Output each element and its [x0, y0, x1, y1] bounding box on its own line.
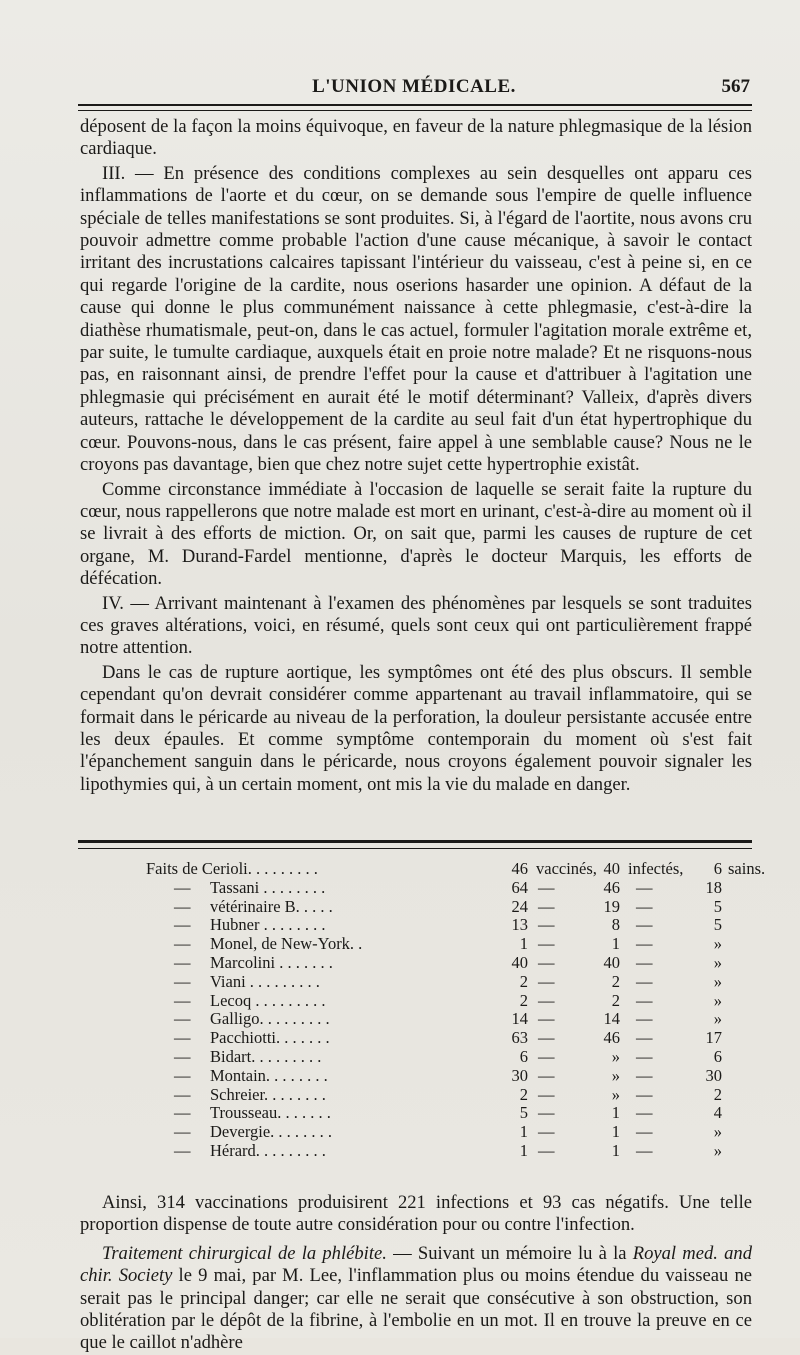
sains-count: 2 [713, 1084, 722, 1104]
vaccines-count: 13 [511, 915, 528, 935]
table-row [80, 898, 752, 917]
infectes-count: 40 [603, 859, 620, 878]
row-name: Schreier. . . . . . . . [210, 1084, 326, 1104]
paragraph: IV. — Arrivant maintenant à l'examen des phénomènes par lesquels se sont traduites ces graves altérations, voici, en résumé, quels sont ceux qui ont particulièrement frappé notre attention. [80, 592, 752, 659]
ditto-dash: — [538, 915, 555, 935]
vaccination-stats-table [80, 859, 766, 1161]
society-name: Royal med. and chir. Society [80, 1242, 753, 1287]
sains-count: 6 [713, 1046, 722, 1066]
sains-count: » [713, 934, 722, 954]
sains-count: » [713, 1122, 722, 1142]
sains-count: » [713, 1009, 722, 1029]
phlebite-text-b: le 9 mai, par M. Lee, l'inflammation plus ou moins étendue du vaisseau ne serait pas le principal danger; car elle ne serait que consécutive à son obstruction, son oblitération par le dépôt de la fibrine, à l'embolie en un mot. Il en trouve la preuve en ce que le caillot n'adhère [80, 1265, 752, 1354]
infectes-count: 46 [603, 1028, 620, 1048]
table-row [80, 1067, 752, 1086]
infectes-count: » [611, 1084, 620, 1104]
body-text [80, 116, 752, 796]
ditto-dash: — [174, 934, 191, 954]
ditto-dash: — [636, 877, 653, 897]
ditto-dash: — [636, 1140, 653, 1160]
ditto-dash: — [538, 934, 555, 954]
table-row [80, 1086, 752, 1105]
phlebite-title: Traitement chirurgical de la phlébite. [102, 1242, 387, 1264]
infectes-count: 46 [603, 877, 620, 897]
table-rule [78, 840, 752, 843]
ditto-dash: — [174, 1103, 191, 1123]
header-rule-thin [78, 110, 752, 111]
ditto-dash: — [174, 990, 191, 1010]
table-row [80, 992, 752, 1011]
running-header [78, 74, 750, 102]
vaccines-count: 14 [511, 1009, 528, 1029]
vaccines-count: 2 [519, 1084, 528, 1104]
table-row [80, 879, 752, 898]
sains-count: 18 [705, 877, 722, 897]
phlebite-paragraph [80, 1243, 752, 1355]
ditto-dash: — [636, 1009, 653, 1029]
ditto-dash: — [636, 915, 653, 935]
ditto-dash: — [636, 1065, 653, 1085]
ditto-dash: — [538, 990, 555, 1010]
vaccines-count: 1 [519, 1140, 528, 1160]
row-name: Hubner . . . . . . . . [210, 915, 326, 935]
row-name: Marcolini . . . . . . . [210, 952, 333, 972]
row-name: Trousseau. . . . . . . [210, 1103, 331, 1123]
table-row [80, 859, 766, 879]
page-number: 567 [721, 76, 750, 97]
ditto-dash: — [538, 1065, 555, 1085]
table-row [80, 1104, 752, 1123]
ditto-dash: — [174, 1122, 191, 1142]
table-rule-thin [78, 848, 752, 849]
ditto-dash: — [538, 896, 555, 916]
sains-count: 5 [713, 915, 722, 935]
table-row [80, 1029, 752, 1048]
infectes-count: 1 [611, 1103, 620, 1123]
ditto-dash: — [636, 896, 653, 916]
ditto-dash: — [538, 1046, 555, 1066]
vaccines-count: 1 [519, 934, 528, 954]
ditto-dash: — [174, 896, 191, 916]
vaccines-label: vaccinés, [536, 859, 597, 878]
row-name: Lecoq . . . . . . . . . [210, 990, 326, 1010]
vaccines-count: 30 [511, 1065, 528, 1085]
ditto-dash: — [174, 1084, 191, 1104]
journal-title: L'UNION MÉDICALE. [312, 76, 516, 97]
row-name: Montain. . . . . . . . [210, 1065, 328, 1085]
vaccines-count: 2 [519, 971, 528, 991]
sains-count: 5 [713, 896, 722, 916]
ditto-dash: — [636, 1103, 653, 1123]
infectes-count: 14 [603, 1009, 620, 1029]
row-name: Hérard. . . . . . . . . [210, 1140, 326, 1160]
ditto-dash: — [538, 1028, 555, 1048]
infectes-count: 1 [611, 1122, 620, 1142]
row-name: Pacchiotti. . . . . . . [210, 1028, 330, 1048]
ditto-dash: — [174, 952, 191, 972]
infectes-count: 2 [611, 971, 620, 991]
table-row [80, 1048, 752, 1067]
ditto-dash: — [538, 971, 555, 991]
infectes-count: 1 [611, 934, 620, 954]
header-rule [78, 104, 752, 106]
table-row [80, 954, 752, 973]
sains-count: » [713, 971, 722, 991]
ditto-dash: — [174, 1028, 191, 1048]
row-name: Bidart. . . . . . . . . [210, 1046, 322, 1066]
ditto-dash: — [636, 934, 653, 954]
infectes-count: » [611, 1046, 620, 1066]
paragraph: Comme circonstance immédiate à l'occasion de laquelle se serait faite la rupture du cœur, nous rappellerons que notre malade est mort en urinant, c'est-à-dire au moment où il se livrait à des efforts de miction. Or, on sait que, parmi les causes de rupture de cet organe, M. Durand-Fardel mentionne, d'après le docteur Marquis, les efforts de défécation. [80, 478, 752, 590]
sains-count: 17 [705, 1028, 722, 1048]
ditto-dash: — [636, 1084, 653, 1104]
row-name: Devergie. . . . . . . . [210, 1122, 333, 1142]
row-name: Monel, de New-York. . [210, 934, 363, 954]
row-name: vétérinaire B. . . . . [210, 896, 333, 916]
sains-count: » [713, 952, 722, 972]
vaccines-count: 40 [511, 952, 528, 972]
table-row [80, 1123, 752, 1142]
table-row [80, 1010, 752, 1029]
ditto-dash: — [174, 971, 191, 991]
row-name: Faits de Cerioli. . . . . . . . . [146, 859, 318, 878]
row-name: Galligo. . . . . . . . . [210, 1009, 330, 1029]
vaccines-count: 46 [511, 859, 528, 878]
ditto-dash: — [636, 971, 653, 991]
sains-count: 6 [713, 859, 722, 878]
table-row [80, 916, 752, 935]
table-row [80, 973, 752, 992]
row-name: Viani . . . . . . . . . [210, 971, 320, 991]
ditto-dash: — [636, 1122, 653, 1142]
ditto-dash: — [636, 1046, 653, 1066]
ditto-dash: — [174, 1009, 191, 1029]
ditto-dash: — [538, 1103, 555, 1123]
infectes-count: 40 [603, 952, 620, 972]
infectes-count: 1 [611, 1140, 620, 1160]
ditto-dash: — [538, 952, 555, 972]
phlebite-text-a: — Suivant un mémoire lu à la [386, 1242, 633, 1264]
table-row [80, 935, 752, 954]
sains-count: 30 [705, 1065, 722, 1085]
summary-paragraph: Ainsi, 314 vaccinations produisirent 221 infections et 93 cas négatifs. Une telle proportion dispense de toute autre considération pour ou contre l'infection. [80, 1192, 752, 1236]
ditto-dash: — [174, 1065, 191, 1085]
infectes-count: 19 [603, 896, 620, 916]
ditto-dash: — [538, 1009, 555, 1029]
infectes-label: infectés, [628, 859, 684, 878]
sains-count: » [713, 1140, 722, 1160]
ditto-dash: — [174, 1140, 191, 1160]
ditto-dash: — [174, 877, 191, 897]
paragraph: déposent de la façon la moins équivoque, en faveur de la nature phlegmasique de la lésion cardiaque. [80, 116, 752, 160]
ditto-dash: — [538, 1140, 555, 1160]
ditto-dash: — [538, 1122, 555, 1142]
sains-count: 4 [713, 1103, 722, 1123]
paragraph: III. — En présence des conditions complexes au sein desquelles ont apparu ces inflammations de l'aorte et du cœur, on se demande sous l'empire de quelle influence spéciale de telles manifestations se sont produites. Si, à l'égard de l'aortite, nous avons cru pouvoir admettre comme probable l'action d'une cause mécanique, à savoir le contact irritant des incrustations calcaires tapissant l'intérieur du vaisseau, c'est à peine si, en ce qui regarde l'origine de la cardite, nous oserions hasarder une opinion. A défaut de la cause qui donne le plus communément naissance à cette phlegmasie, c'est-à-dire la diathèse rhumatismale, peut-on, dans le cas actuel, formuler l'agitation morale extrême et, par suite, le tumulte cardiaque, auxquels était en proie notre malade? Et ne risquons-nous pas, en raisonnant ainsi, de prendre l'effet pour la cause et d'attribuer à l'agitation une phlegmasie qui précisément en aurait été le motif déterminant? Valleix, d'après divers auteurs, rattache le développement de la cardite au seul fait d'un état hypertrophique du cœur. Pouvons-nous, dans le cas présent, faire appel à une semblable cause? Nous ne le croyons pas davantage, bien que chez notre sujet cette hypertrophie existât. [80, 162, 752, 476]
infectes-count: 2 [611, 990, 620, 1010]
ditto-dash: — [636, 952, 653, 972]
vaccines-count: 5 [519, 1103, 528, 1123]
paragraph: Dans le cas de rupture aortique, les symptômes ont été des plus obscurs. Il semble cependant qu'on devrait considérer comme appartenant au travail inflammatoire, qui se formait dans le péricarde au niveau de la perforation, la douleur persistante accusée entre les deux épaules. Et comme symptôme contemporain du moment où s'est fait l'épanchement sanguin dans le péricarde, nous croyons également pouvoir signaler les lipothymies qui, à un certain moment, ont mis la vie du malade en danger. [80, 661, 752, 795]
row-name: Tassani . . . . . . . . [210, 877, 326, 897]
closing-text [80, 1192, 752, 1355]
vaccines-count: 63 [511, 1028, 528, 1048]
vaccines-count: 24 [511, 896, 528, 916]
vaccines-count: 1 [519, 1122, 528, 1142]
ditto-dash: — [636, 1028, 653, 1048]
ditto-dash: — [174, 915, 191, 935]
table-row [80, 1142, 752, 1161]
infectes-count: 8 [611, 915, 620, 935]
ditto-dash: — [174, 1046, 191, 1066]
ditto-dash: — [636, 990, 653, 1010]
vaccines-count: 6 [519, 1046, 528, 1066]
infectes-count: » [611, 1065, 620, 1085]
sains-count: » [713, 990, 722, 1010]
ditto-dash: — [538, 1084, 555, 1104]
ditto-dash: — [538, 877, 555, 897]
vaccines-count: 2 [519, 990, 528, 1010]
sains-label: sains. [728, 859, 766, 878]
vaccines-count: 64 [511, 877, 528, 897]
